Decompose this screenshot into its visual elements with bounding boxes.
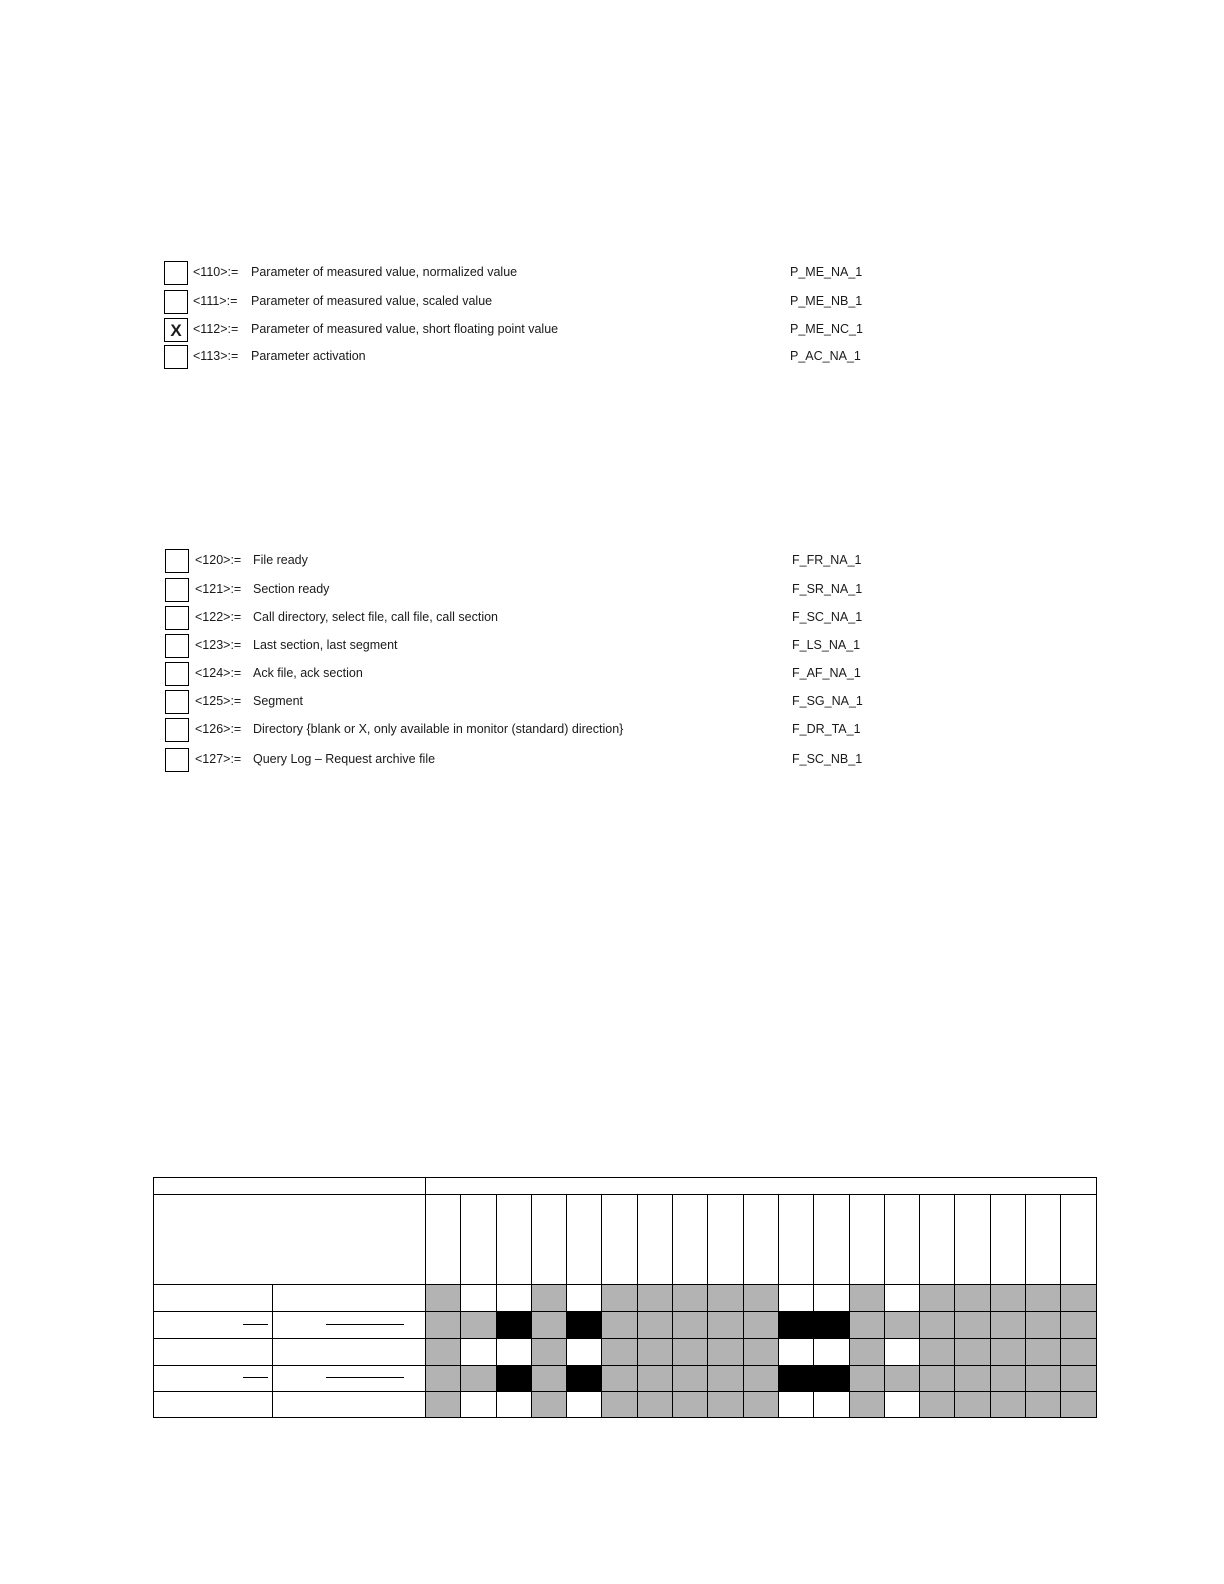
selection-checkbox[interactable] — [165, 662, 189, 686]
type-description: Ack file, ack section — [253, 666, 363, 680]
matrix-row-label — [154, 1366, 273, 1392]
matrix-cell — [920, 1392, 955, 1418]
matrix-cell — [1061, 1312, 1096, 1339]
matrix-row-sublabel — [273, 1366, 426, 1392]
matrix-cell — [602, 1312, 637, 1339]
type-identifier: F_AF_NA_1 — [792, 666, 861, 680]
type-identifier: F_LS_NA_1 — [792, 638, 861, 652]
matrix-cell — [778, 1285, 813, 1312]
matrix-column-label-area — [154, 1195, 426, 1285]
file_transfer_types-row — [0, 549, 1224, 575]
matrix-cell — [884, 1339, 919, 1366]
matrix-cell — [461, 1366, 496, 1392]
matrix-column-header — [531, 1195, 566, 1285]
matrix-cell — [743, 1366, 778, 1392]
parameter_types-row — [0, 261, 1224, 287]
type-code: <123>:= — [195, 638, 242, 652]
matrix-cell — [884, 1312, 919, 1339]
selection-checkbox[interactable] — [165, 634, 189, 658]
type-description: Parameter activation — [251, 349, 366, 363]
selection-checkbox[interactable]: X — [164, 318, 188, 342]
type-code: <120>:= — [195, 553, 242, 567]
matrix-column-header — [637, 1195, 672, 1285]
type-identifier: F_SC_NB_1 — [792, 752, 863, 766]
selection-checkbox[interactable] — [165, 578, 189, 602]
type-code: <125>:= — [195, 694, 242, 708]
matrix-row — [154, 1285, 1097, 1312]
matrix-cell — [955, 1339, 990, 1366]
matrix-cell — [743, 1285, 778, 1312]
matrix-column-header — [955, 1195, 990, 1285]
type-identifier: P_ME_NC_1 — [790, 322, 863, 336]
matrix-column-header — [673, 1195, 708, 1285]
matrix-cell — [426, 1339, 461, 1366]
type-description: Last section, last segment — [253, 638, 398, 652]
matrix-column-header — [1061, 1195, 1096, 1285]
matrix-cell — [849, 1392, 884, 1418]
matrix-cell — [849, 1312, 884, 1339]
matrix-cell — [708, 1312, 743, 1339]
matrix-cell — [884, 1392, 919, 1418]
type-identifier: F_DR_TA_1 — [792, 722, 861, 736]
matrix-row-label — [154, 1312, 273, 1339]
file_transfer_types-row — [0, 690, 1224, 716]
parameter_types-row — [0, 318, 1224, 344]
matrix-cell — [531, 1312, 566, 1339]
matrix-cell — [567, 1339, 602, 1366]
type-code: <110>:= — [193, 265, 239, 279]
matrix-row — [154, 1339, 1097, 1366]
matrix-cell — [426, 1366, 461, 1392]
type-cause-matrix — [153, 1177, 1097, 1418]
matrix-column-header — [884, 1195, 919, 1285]
type-identifier: P_ME_NA_1 — [790, 265, 863, 279]
underline-mark — [243, 1377, 268, 1378]
matrix-column-header — [743, 1195, 778, 1285]
matrix-cell — [637, 1285, 672, 1312]
type-code: <124>:= — [195, 666, 242, 680]
matrix-column-header — [778, 1195, 813, 1285]
type-identifier: P_ME_NB_1 — [790, 294, 863, 308]
matrix-cell — [602, 1392, 637, 1418]
matrix-cell — [1061, 1392, 1096, 1418]
selection-checkbox[interactable] — [165, 690, 189, 714]
matrix-cell — [708, 1366, 743, 1392]
matrix-cell — [990, 1339, 1025, 1366]
selection-checkbox[interactable] — [165, 748, 189, 772]
matrix-cell — [955, 1366, 990, 1392]
underline-mark — [326, 1377, 404, 1378]
matrix-cell — [955, 1392, 990, 1418]
matrix-cell — [1061, 1366, 1096, 1392]
matrix-cell — [743, 1312, 778, 1339]
file_transfer_types-row — [0, 634, 1224, 660]
matrix-cell — [496, 1339, 531, 1366]
matrix-column-header — [496, 1195, 531, 1285]
type-identifier: P_AC_NA_1 — [790, 349, 861, 363]
matrix-cell — [426, 1312, 461, 1339]
matrix-cell — [708, 1285, 743, 1312]
file_transfer_types-row — [0, 748, 1224, 774]
type-description: Query Log – Request archive file — [253, 752, 436, 766]
matrix-cell — [637, 1312, 672, 1339]
matrix-cell — [637, 1366, 672, 1392]
matrix-row-label — [154, 1392, 273, 1418]
matrix-cell — [708, 1339, 743, 1366]
matrix-cell — [1061, 1285, 1096, 1312]
type-description: Directory {blank or X, only available in monitor (standard) direction} — [253, 722, 624, 736]
selection-checkbox[interactable] — [165, 606, 189, 630]
matrix-header-left — [154, 1178, 426, 1195]
matrix-cell — [496, 1285, 531, 1312]
matrix-cell — [990, 1366, 1025, 1392]
parameter_types-row — [0, 345, 1224, 371]
underline-mark — [326, 1324, 404, 1325]
matrix-cell — [814, 1392, 849, 1418]
matrix-cell — [1026, 1339, 1061, 1366]
matrix-cell — [567, 1285, 602, 1312]
matrix-cell — [496, 1312, 531, 1339]
matrix-cell — [1026, 1312, 1061, 1339]
type-code: <126>:= — [195, 722, 242, 736]
type-description: Parameter of measured value, scaled value — [251, 294, 493, 308]
type-code: <127>:= — [195, 752, 242, 766]
matrix-cell — [778, 1312, 813, 1339]
matrix-cell — [673, 1366, 708, 1392]
matrix-cell — [743, 1339, 778, 1366]
type-code: <121>:= — [195, 582, 242, 596]
matrix-cell — [531, 1339, 566, 1366]
type-description: Call directory, select file, call file, call section — [253, 610, 498, 624]
selection-checkbox[interactable] — [165, 718, 189, 742]
matrix-cell — [743, 1392, 778, 1418]
selection-checkbox[interactable] — [164, 345, 188, 369]
matrix-column-header — [814, 1195, 849, 1285]
underline-mark — [243, 1324, 268, 1325]
matrix-row-sublabel — [273, 1285, 426, 1312]
file_transfer_types-row — [0, 578, 1224, 604]
file_transfer_types-row — [0, 718, 1224, 744]
type-identifier: F_SC_NA_1 — [792, 610, 863, 624]
file_transfer_types-row — [0, 606, 1224, 632]
type-description: File ready — [253, 553, 308, 567]
matrix-cell — [849, 1285, 884, 1312]
matrix-cell — [920, 1285, 955, 1312]
matrix-cell — [531, 1392, 566, 1418]
matrix-column-header — [849, 1195, 884, 1285]
type-description: Parameter of measured value, short floating point value — [251, 322, 559, 336]
type-description: Segment — [253, 694, 304, 708]
matrix-cell — [814, 1285, 849, 1312]
matrix-cell — [990, 1285, 1025, 1312]
matrix-column-header — [461, 1195, 496, 1285]
matrix-cell — [602, 1366, 637, 1392]
matrix-row — [154, 1392, 1097, 1418]
selection-checkbox[interactable] — [164, 290, 188, 314]
file_transfer_types-row — [0, 662, 1224, 688]
matrix-cell — [920, 1312, 955, 1339]
type-code: <112>:= — [193, 322, 239, 336]
matrix-column-header — [990, 1195, 1025, 1285]
matrix-cell — [814, 1312, 849, 1339]
matrix-cell — [814, 1366, 849, 1392]
matrix-cell — [531, 1285, 566, 1312]
matrix-cell — [531, 1366, 566, 1392]
type-code: <113>:= — [193, 349, 239, 363]
matrix-column-header — [920, 1195, 955, 1285]
type-description: Section ready — [253, 582, 330, 596]
matrix-cell — [920, 1339, 955, 1366]
matrix-row — [154, 1312, 1097, 1339]
matrix-cell — [884, 1366, 919, 1392]
matrix-cell — [461, 1285, 496, 1312]
matrix-row-sublabel — [273, 1339, 426, 1366]
matrix-cell — [673, 1312, 708, 1339]
type-identifier: F_SR_NA_1 — [792, 582, 863, 596]
matrix-cell — [1061, 1339, 1096, 1366]
parameter_types-row — [0, 290, 1224, 316]
type-identifier: F_FR_NA_1 — [792, 553, 862, 567]
selection-checkbox[interactable] — [164, 261, 188, 285]
matrix-cell — [602, 1339, 637, 1366]
matrix-cell — [673, 1339, 708, 1366]
matrix-cell — [778, 1366, 813, 1392]
matrix-cell — [567, 1312, 602, 1339]
matrix-column-header — [1026, 1195, 1061, 1285]
matrix-cell — [990, 1312, 1025, 1339]
matrix-cell — [496, 1392, 531, 1418]
matrix-header-right — [426, 1178, 1097, 1195]
matrix-row-sublabel — [273, 1392, 426, 1418]
matrix-cell — [955, 1285, 990, 1312]
matrix-cell — [461, 1339, 496, 1366]
matrix-column-header — [426, 1195, 461, 1285]
matrix-cell — [1026, 1392, 1061, 1418]
matrix-cell — [461, 1392, 496, 1418]
matrix-cell — [1026, 1285, 1061, 1312]
matrix-cell — [673, 1285, 708, 1312]
matrix-cell — [673, 1392, 708, 1418]
matrix-row-label — [154, 1339, 273, 1366]
matrix-column-header — [708, 1195, 743, 1285]
matrix-row-label — [154, 1285, 273, 1312]
matrix-cell — [567, 1392, 602, 1418]
matrix-cell — [849, 1366, 884, 1392]
matrix-cell — [778, 1392, 813, 1418]
matrix-cell — [1026, 1366, 1061, 1392]
selection-checkbox[interactable] — [165, 549, 189, 573]
matrix-cell — [567, 1366, 602, 1392]
matrix-cell — [920, 1366, 955, 1392]
matrix-cell — [814, 1339, 849, 1366]
matrix-cell — [778, 1339, 813, 1366]
matrix-cell — [602, 1285, 637, 1312]
type-code: <122>:= — [195, 610, 242, 624]
matrix-cell — [884, 1285, 919, 1312]
matrix-row-sublabel — [273, 1312, 426, 1339]
matrix-cell — [708, 1392, 743, 1418]
matrix-column-header — [602, 1195, 637, 1285]
matrix-cell — [461, 1312, 496, 1339]
type-identifier: F_SG_NA_1 — [792, 694, 863, 708]
matrix-cell — [426, 1392, 461, 1418]
matrix-cell — [637, 1339, 672, 1366]
matrix-cell — [955, 1312, 990, 1339]
matrix-cell — [849, 1339, 884, 1366]
matrix-column-header — [567, 1195, 602, 1285]
type-code: <111>:= — [193, 294, 238, 308]
matrix-cell — [496, 1366, 531, 1392]
type-description: Parameter of measured value, normalized value — [251, 265, 518, 279]
matrix-cell — [990, 1392, 1025, 1418]
matrix-row — [154, 1366, 1097, 1392]
matrix-cell — [426, 1285, 461, 1312]
matrix-cell — [637, 1392, 672, 1418]
